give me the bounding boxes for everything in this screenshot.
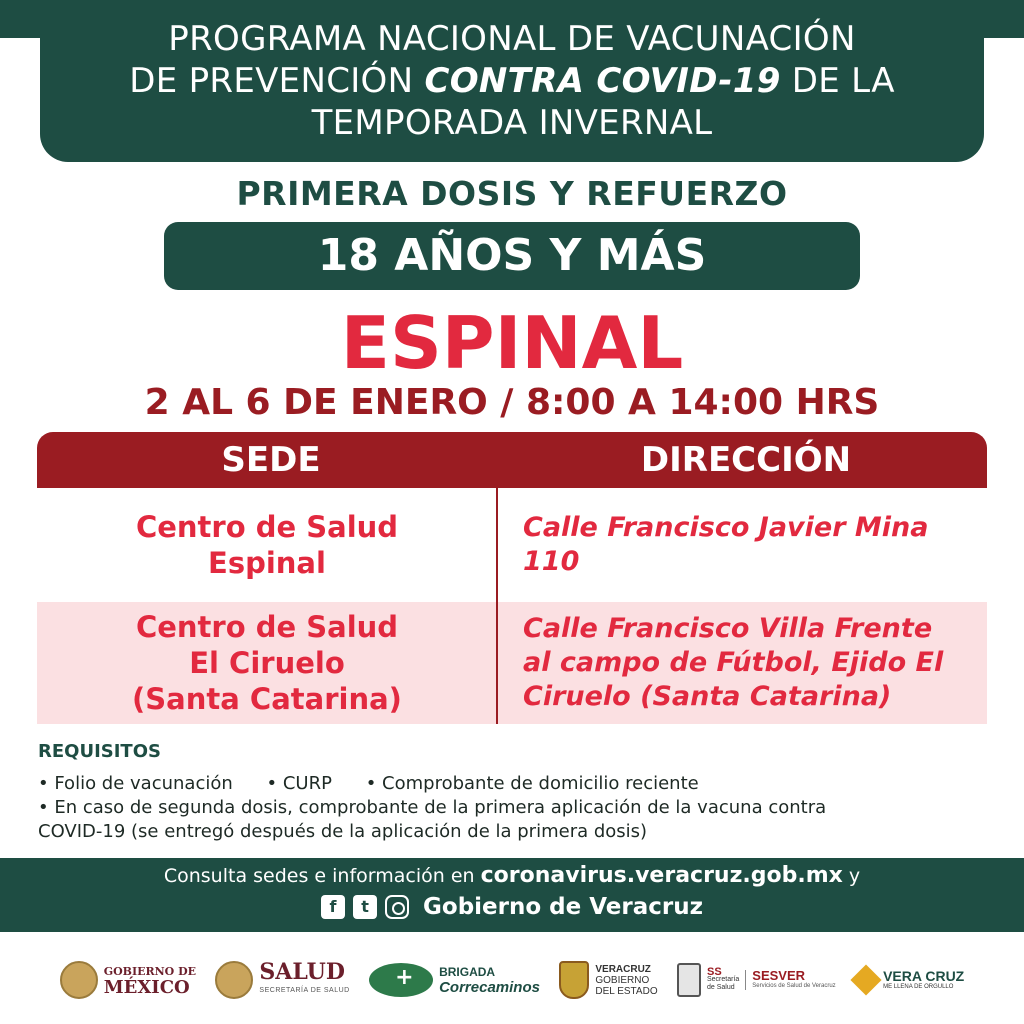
veracruz-shield-icon bbox=[559, 961, 589, 999]
vera-cruz-logo bbox=[855, 969, 964, 991]
direccion-line: Calle Francisco Villa Frente bbox=[523, 613, 933, 644]
logo-text: SECRETARÍA DE SALUD bbox=[259, 987, 350, 994]
logo-text: SALUD bbox=[259, 959, 345, 985]
logos-bar bbox=[0, 948, 1024, 1012]
logo-text: MÉXICO bbox=[103, 977, 190, 998]
requirement-item: • Comprobante de domicilio reciente bbox=[365, 773, 699, 794]
logo-text: VERA CRUZ bbox=[883, 968, 965, 984]
logo-text: DEL ESTADO bbox=[595, 985, 658, 997]
consult-pre: Consulta sedes e información en bbox=[163, 865, 481, 887]
direccion-line: Calle Francisco Javier Mina bbox=[523, 512, 929, 543]
salud-logo bbox=[215, 961, 349, 999]
logo-text: Secretaría bbox=[707, 976, 740, 983]
sede-cell bbox=[37, 602, 497, 724]
age-group-badge: 18 AÑOS Y MÁS bbox=[164, 222, 860, 290]
vera-mark-icon bbox=[851, 964, 882, 995]
footer-band bbox=[0, 858, 1024, 932]
sede-line: Espinal bbox=[208, 546, 326, 580]
header-line-2-emphasis: CONTRA COVID-19 bbox=[424, 61, 781, 101]
logo-text: de Salud bbox=[707, 984, 735, 991]
ss-sesver-logo bbox=[677, 963, 836, 997]
mexico-seal-icon bbox=[60, 961, 98, 999]
twitter-icon[interactable]: t bbox=[353, 895, 377, 919]
logo-text: GOBIERNO DE bbox=[103, 965, 197, 978]
logo-text: GOBIERNO bbox=[595, 974, 650, 986]
table-row bbox=[37, 602, 987, 724]
sede-line: Centro de Salud bbox=[135, 610, 399, 644]
header-line-2-post: DE LA bbox=[780, 61, 895, 101]
consult-text bbox=[0, 862, 1024, 890]
direccion-cell bbox=[497, 488, 987, 602]
building-icon bbox=[677, 963, 701, 997]
logo-text: Servicios de Salud de Veracruz bbox=[752, 983, 836, 989]
header-corner-right bbox=[984, 0, 1024, 38]
gov-social-handle: Gobierno de Veracruz bbox=[423, 894, 703, 920]
header-line-2-pre: DE PREVENCIÓN bbox=[129, 61, 425, 101]
logo-text: VERACRUZ bbox=[595, 963, 651, 975]
gobierno-mexico-logo bbox=[60, 961, 196, 999]
direccion-cell bbox=[497, 602, 987, 724]
table-row bbox=[37, 488, 987, 602]
logo-text: BRIGADA bbox=[439, 965, 496, 979]
program-header bbox=[40, 0, 984, 162]
table-header-direccion: DIRECCIÓN bbox=[640, 440, 852, 480]
requirements-title: REQUISITOS bbox=[38, 741, 161, 762]
sede-cell bbox=[37, 488, 497, 602]
header-line-3: TEMPORADA INVERNAL bbox=[311, 103, 713, 143]
location-title: ESPINAL bbox=[340, 301, 684, 385]
logo-text: ME LLENA DE ORGULLO bbox=[883, 984, 954, 990]
instagram-icon[interactable] bbox=[385, 895, 409, 919]
roadrunner-icon bbox=[369, 963, 433, 997]
requirements-line-1 bbox=[38, 772, 998, 796]
consult-url-link[interactable]: coronavirus.veracruz.gob.mx bbox=[480, 863, 843, 888]
dates-schedule: 2 AL 6 DE ENERO / 8:00 A 14:00 HRS bbox=[144, 382, 880, 423]
social-row bbox=[0, 894, 1024, 920]
table-header bbox=[37, 432, 987, 488]
direccion-line: al campo de Fútbol, Ejido El bbox=[523, 647, 944, 678]
dose-subtitle: PRIMERA DOSIS Y REFUERZO bbox=[236, 174, 788, 213]
table-header-sede: SEDE bbox=[221, 440, 321, 480]
consult-post: y bbox=[842, 865, 861, 887]
requirements-line-2: • En caso de segunda dosis, comprobante de la primera aplicación de la vacuna contra bbox=[38, 797, 827, 818]
requirement-item: • Folio de vacunación bbox=[38, 773, 233, 794]
logo-text: SESVER bbox=[752, 968, 806, 983]
brigada-correcaminos-logo bbox=[369, 963, 540, 997]
facebook-icon[interactable]: f bbox=[321, 895, 345, 919]
sede-line: El Ciruelo bbox=[189, 646, 345, 680]
salud-seal-icon bbox=[215, 961, 253, 999]
sede-line: Centro de Salud bbox=[135, 510, 399, 544]
requirements-section bbox=[38, 740, 998, 844]
header-line-1: PROGRAMA NACIONAL DE VACUNACIÓN bbox=[168, 19, 856, 59]
requirement-item: • CURP bbox=[266, 773, 332, 794]
veracruz-gobierno-logo bbox=[559, 961, 657, 999]
header-line-2 bbox=[129, 60, 895, 102]
direccion-line: 110 bbox=[523, 546, 580, 577]
requirements-line-3: COVID-19 (se entregó después de la aplicación de la primera dosis) bbox=[38, 821, 648, 842]
logo-text: SS bbox=[707, 966, 722, 978]
logo-text: Correcaminos bbox=[439, 979, 540, 996]
table-column-divider bbox=[496, 488, 498, 724]
header-corner-left bbox=[0, 0, 40, 38]
direccion-line: Ciruelo (Santa Catarina) bbox=[523, 681, 892, 712]
sede-line: (Santa Catarina) bbox=[132, 682, 402, 716]
